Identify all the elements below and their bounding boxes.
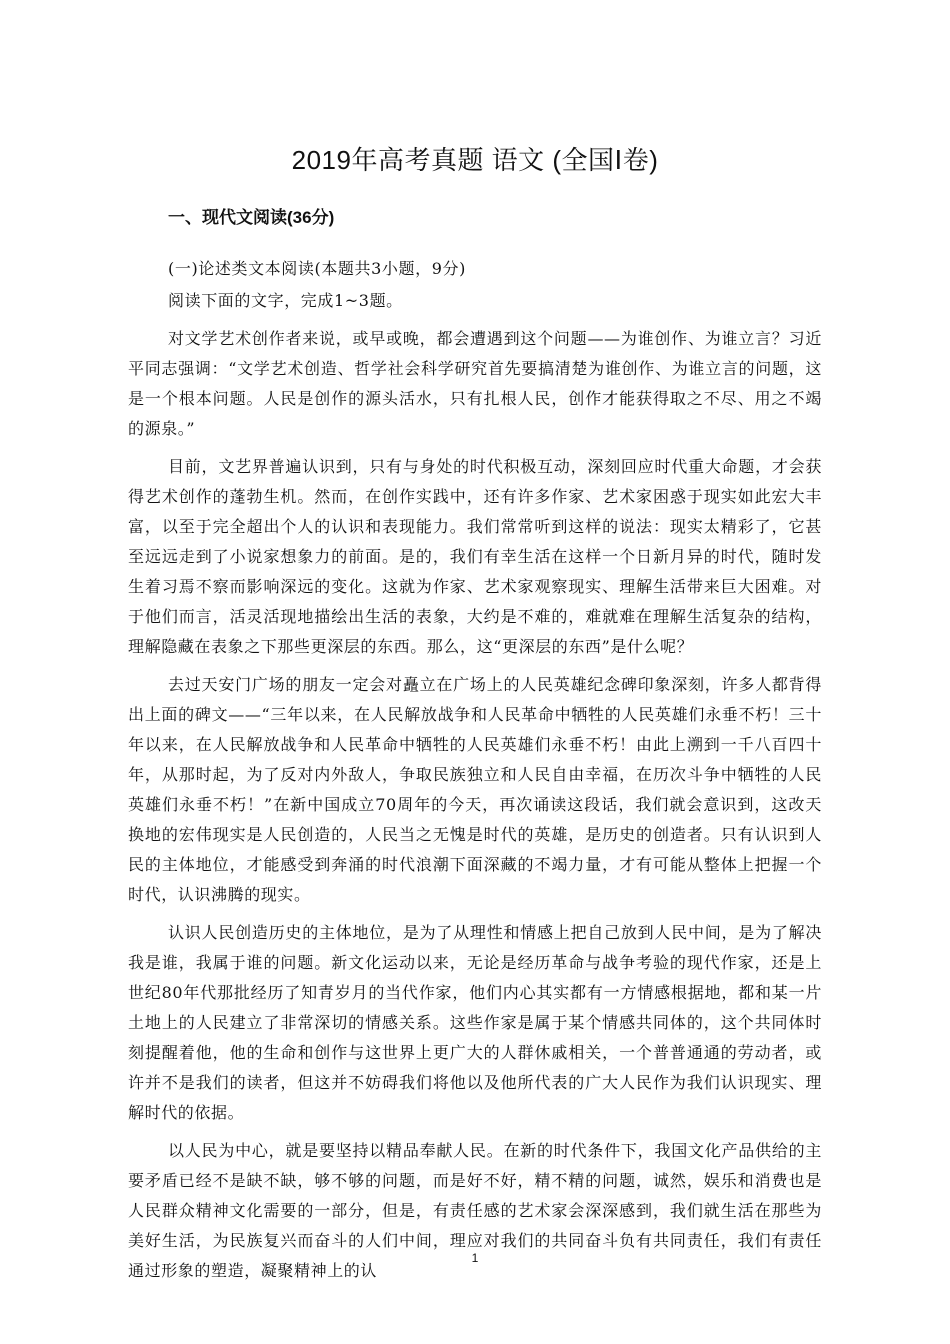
document-body (128, 254, 822, 1294)
paragraph-3: 去过天安门广场的朋友一定会对矗立在广场上的人民英雄纪念碑印象深刻，许多人都背得出上面的碑文——“三年以来，在人民解放战争和人民革命中牺牲的人民英雄们永垂不朽！三十年以来，在人民解放战争和人民革命中牺牲的人民英雄们永垂不朽！由此上溯到一千八百四十年，从那时起，为了反对内外敌人，争取民族独立和人民自由幸福，在历次斗争中牺牲的人民英雄们永垂不朽！”在新中国成立70周年的今天，再次诵读这段话，我们就会意识到，这改天换地的宏伟现实是人民创造的，人民当之无愧是时代的英雄，是历史的创造者。只有认识到人民的主体地位，才能感受到奔涌的时代浪潮下面深藏的不竭力量，才有可能从整体上把握一个时代，认识沸腾的现实。 (128, 675, 822, 904)
reading-instruction: 阅读下面的文字，完成1~3题。 (168, 291, 403, 310)
paragraph-4: 认识人民创造历史的主体地位，是为了从理性和情感上把自己放到人民中间，是为了解决我是谁，我属于谁的问题。新文化运动以来，无论是经历革命与战争考验的现代作家，还是上世纪80年代那批经历了知青岁月的当代作家，他们内心其实都有一方情感根据地，都和某一片土地上的人民建立了非常深切的情感关系。这些作家是属于某个情感共同体的，这个共同体时刻提醒着他，他的生命和创作与这世界上更广大的人群休戚相关，一个普普通通的劳动者，或许并不是我们的读者，但这并不妨碍我们将他以及他所代表的广大人民作为我们认识现实、理解时代的依据。 (128, 923, 822, 1122)
paragraph-5: 以人民为中心，就是要坚持以精品奉献人民。在新的时代条件下，我国文化产品供给的主要矛盾已经不是缺不缺，够不够的问题，而是好不好，精不精的问题，诚然，娱乐和消费也是人民群众精神文化需要的一部分，但是，有责任感的艺术家会深深感到，我们就生活在那些为美好生活，为民族复兴而奋斗的人们中间，理应对我们的共同奋斗负有共同责任，我们有责任通过形象的塑造，凝聚精神上的认 (128, 1141, 822, 1280)
section-heading: 一、现代文阅读(36分) (168, 208, 335, 227)
document-title: 2019年高考真题 语文 (全国Ⅰ卷) (291, 145, 659, 175)
paragraph-1: 对文学艺术创作者来说，或早或晚，都会遭遇到这个问题——为谁创作、为谁立言？习近平同志强调：“文学艺术创造、哲学社会科学研究首先要搞清楚为谁创作、为谁立言的问题，这是一个根本问题。人民是创作的源头活水，只有扎根人民，创作才能获得取之不尽、用之不竭的源泉。” (128, 329, 822, 438)
paragraph-2: 目前，文艺界普遍认识到，只有与身处的时代积极互动，深刻回应时代重大命题，才会获得艺术创作的蓬勃生机。然而，在创作实践中，还有许多作家、艺术家困惑于现实如此宏大丰富，以至于完全超出个人的认识和表现能力。我们常常听到这样的说法：现实太精彩了，它甚至远远走到了小说家想象力的前面。是的，我们有幸生活在这样一个日新月异的时代，随时发生着习焉不察而影响深远的变化。这就为作家、艺术家观察现实、理解生活带来巨大困难。对于他们而言，活灵活现地描绘出生活的表象，大约是不难的，难就难在理解生活复杂的结构，理解隐藏在表象之下那些更深层的东西。那么，这“更深层的东西”是什么呢？ (128, 457, 822, 656)
page-number: 1 (471, 1251, 479, 1265)
subsection-heading: (一)论述类文本阅读(本题共3小题，9分) (168, 259, 466, 278)
